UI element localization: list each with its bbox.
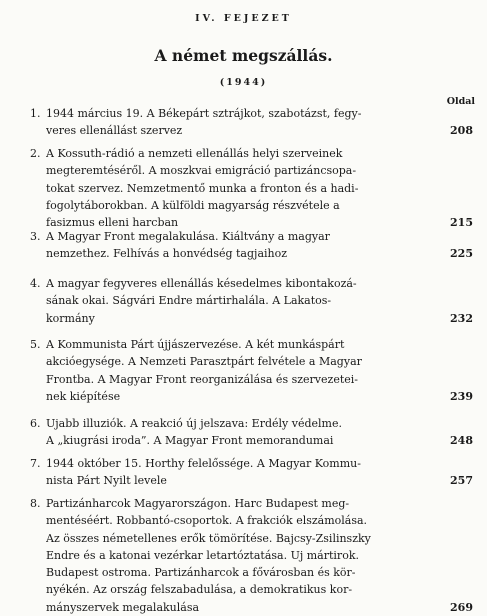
entry-line: nyékén. Az ország felszabadulása, a demokratikus kor- bbox=[46, 583, 353, 597]
entry-number: 8. bbox=[30, 497, 41, 510]
entry-page-number: 248 bbox=[450, 434, 473, 448]
entry-number: 7. bbox=[30, 457, 41, 470]
entry-line: A Kossuth-rádió a nemzeti ellenállás helyi szerveinek bbox=[46, 147, 343, 160]
entry-text bbox=[46, 455, 418, 490]
entry-line: akcióegysége. A Nemzeti Parasztpárt felvétele a Magyar bbox=[46, 355, 362, 369]
entry-line: nek kiépítése bbox=[46, 389, 121, 403]
chapter-heading: IV. FEJEZET bbox=[195, 13, 292, 24]
entry-page-number: 232 bbox=[450, 311, 473, 325]
entry-line: mányszervek megalakulása bbox=[46, 600, 200, 614]
entry-line: A magyar fegyveres ellenállás késedelmes kibontakozá- bbox=[46, 277, 357, 290]
page-column-label: Oldal bbox=[446, 96, 475, 107]
entry-line: Frontba. A Magyar Front reorganizálása és szervezetei- bbox=[46, 372, 358, 386]
entry-line: A Kommunista Párt újjászervezése. A két munkáspárt bbox=[46, 338, 345, 351]
entry-text bbox=[46, 336, 418, 405]
entry-page-number: 215 bbox=[450, 216, 473, 230]
entry-text bbox=[46, 105, 418, 140]
entry-line: nemzethez. Felhívás a honvédség tagjaihoz bbox=[46, 247, 288, 261]
entry-line: Budapest ostroma. Partizánharcok a fővárosban és kör- bbox=[46, 566, 356, 580]
entry-text bbox=[46, 275, 418, 327]
entry-line: veres ellenállást szervez bbox=[46, 124, 183, 138]
entry-line: Partizánharcok Magyarországon. Harc Budapest meg- bbox=[46, 497, 350, 510]
entry-page-number: 239 bbox=[450, 389, 473, 403]
entry-line: Endre és a katonai vezérkar letartóztatása. Uj mártirok. bbox=[46, 548, 359, 562]
entry-text bbox=[46, 415, 418, 450]
entry-text bbox=[46, 145, 418, 231]
entry-number: 1. bbox=[30, 107, 41, 120]
entry-number: 6. bbox=[30, 417, 41, 430]
entry-line: fogolytáborokban. A külföldi magyarság részvétele a bbox=[46, 198, 340, 212]
entry-line: megteremtéséről. A moszkvai emigráció partizáncsopa- bbox=[46, 164, 357, 178]
entry-line: A „kiugrási iroda”. A Magyar Front memorandumai bbox=[46, 434, 334, 448]
entry-page-number: 257 bbox=[450, 474, 473, 488]
entry-number: 2. bbox=[30, 147, 41, 160]
entry-line: 1944 március 19. A Békepárt sztrájkot, szabotázst, fegy- bbox=[46, 107, 362, 120]
entry-line: nista Párt Nyilt levele bbox=[46, 474, 167, 488]
page-title: A német megszállás. bbox=[154, 46, 333, 65]
entry-line: kormány bbox=[46, 311, 95, 325]
entry-line: Az összes németellenes erők tömörítése. Bajcsy-Zsilinszky bbox=[46, 531, 371, 545]
entry-line: mentéséért. Robbantó-csoportok. A frakciók elszámolása. bbox=[46, 514, 368, 528]
entry-text bbox=[46, 495, 418, 616]
entry-line: fasizmus elleni harcban bbox=[46, 216, 179, 230]
entry-line: A Magyar Front megalakulása. Kiáltvány a magyar bbox=[46, 230, 330, 243]
entry-page-number: 225 bbox=[450, 247, 473, 261]
entry-text bbox=[46, 228, 418, 263]
entry-number: 4. bbox=[30, 277, 41, 290]
entry-line: sának okai. Ságvári Endre mártirhalála. A Lakatos- bbox=[46, 294, 332, 308]
entry-number: 3. bbox=[30, 230, 41, 243]
year-subtitle: (1944) bbox=[219, 77, 268, 88]
entry-line: 1944 október 15. Horthy felelőssége. A Magyar Kommu- bbox=[46, 457, 361, 470]
entry-number: 5. bbox=[30, 338, 41, 351]
entry-page-number: 208 bbox=[450, 124, 473, 138]
entry-line: tokat szervez. Nemzetmentő munka a fronton és a hadi- bbox=[46, 181, 359, 195]
entry-line: Ujabb illuziók. A reakció új jelszava: Erdély védelme. bbox=[46, 417, 342, 430]
entry-page-number: 269 bbox=[450, 600, 473, 614]
